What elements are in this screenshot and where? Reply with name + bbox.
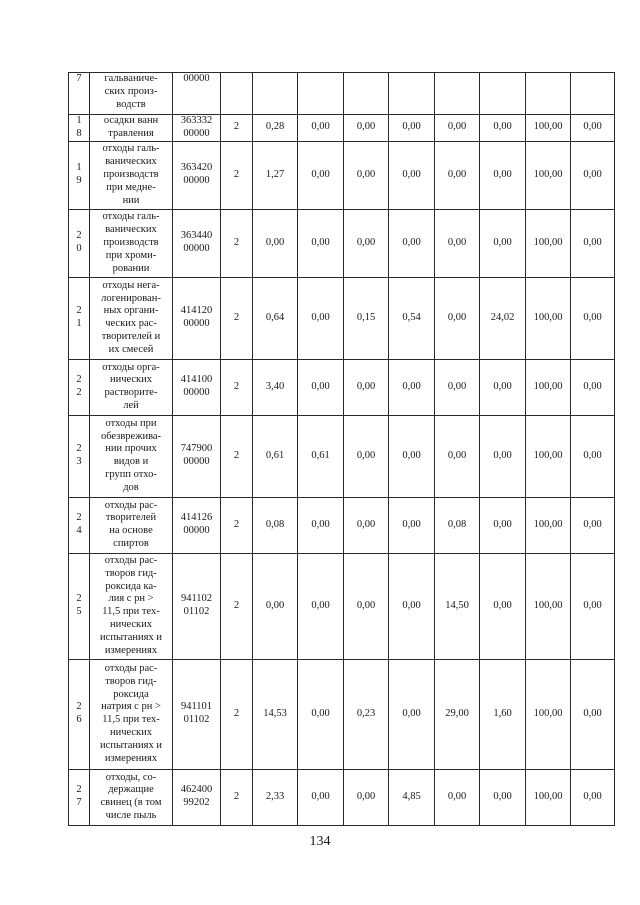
value-cell: 100,00 bbox=[526, 659, 571, 769]
value-cell bbox=[480, 73, 526, 115]
row-number-cell: 7 bbox=[69, 73, 90, 115]
waste-name-cell: отходы рас- творов гид- роксида ка- лия с рн > 11,5 при тех- нических испытаниях и измерениях bbox=[90, 553, 173, 659]
value-cell: 100,00 bbox=[526, 769, 571, 825]
waste-code-cell: 747900 00000 bbox=[173, 415, 221, 497]
value-cell: 100,00 bbox=[526, 553, 571, 659]
waste-name-cell: отходы орга- нических растворите- лей bbox=[90, 359, 173, 415]
value-cell bbox=[298, 73, 344, 115]
waste-name-cell: отходы при обезврежива- нии прочих видов и групп отхо- дов bbox=[90, 415, 173, 497]
hazard-class-cell: 2 bbox=[221, 359, 253, 415]
value-cell bbox=[435, 73, 480, 115]
value-cell: 0,00 bbox=[571, 659, 615, 769]
value-cell: 0,23 bbox=[344, 659, 389, 769]
value-cell: 0,00 bbox=[344, 209, 389, 277]
value-cell: 0,00 bbox=[298, 115, 344, 142]
waste-code-cell: 00000 bbox=[173, 73, 221, 115]
value-cell: 0,00 bbox=[298, 497, 344, 553]
value-cell: 3,40 bbox=[253, 359, 298, 415]
value-cell: 0,00 bbox=[480, 769, 526, 825]
value-cell: 0,00 bbox=[480, 115, 526, 142]
value-cell: 0,00 bbox=[298, 659, 344, 769]
row-number-cell: 2 0 bbox=[69, 209, 90, 277]
value-cell: 0,00 bbox=[253, 209, 298, 277]
hazard-class-cell: 2 bbox=[221, 497, 253, 553]
value-cell: 0,28 bbox=[253, 115, 298, 142]
row-number-cell: 2 7 bbox=[69, 769, 90, 825]
value-cell: 0,00 bbox=[344, 359, 389, 415]
waste-name-cell: осадки ванн травления bbox=[90, 115, 173, 142]
value-cell: 100,00 bbox=[526, 497, 571, 553]
waste-name-cell: отходы рас- творителей на основе спиртов bbox=[90, 497, 173, 553]
waste-code-cell: 414126 00000 bbox=[173, 497, 221, 553]
hazard-class-cell: 2 bbox=[221, 415, 253, 497]
value-cell: 0,00 bbox=[389, 209, 435, 277]
row-number-cell: 1 9 bbox=[69, 141, 90, 209]
row-number-cell: 2 4 bbox=[69, 497, 90, 553]
table-body bbox=[69, 73, 615, 826]
waste-name-cell: гальваниче- ских произ- водств bbox=[90, 73, 173, 115]
value-cell: 0,00 bbox=[571, 209, 615, 277]
table-row bbox=[69, 277, 615, 359]
value-cell: 0,00 bbox=[389, 659, 435, 769]
value-cell: 0,00 bbox=[298, 769, 344, 825]
value-cell: 1,60 bbox=[480, 659, 526, 769]
value-cell: 0,00 bbox=[571, 141, 615, 209]
waste-code-cell: 363332 00000 bbox=[173, 115, 221, 142]
value-cell: 0,00 bbox=[298, 209, 344, 277]
hazard-class-cell bbox=[221, 73, 253, 115]
hazard-class-cell: 2 bbox=[221, 115, 253, 142]
value-cell: 0,61 bbox=[298, 415, 344, 497]
value-cell: 0,00 bbox=[571, 553, 615, 659]
value-cell: 0,00 bbox=[389, 415, 435, 497]
hazard-class-cell: 2 bbox=[221, 553, 253, 659]
value-cell: 0,00 bbox=[435, 415, 480, 497]
waste-code-cell: 414120 00000 bbox=[173, 277, 221, 359]
value-cell: 0,00 bbox=[344, 141, 389, 209]
value-cell: 0,00 bbox=[480, 497, 526, 553]
value-cell: 0,00 bbox=[435, 141, 480, 209]
value-cell: 24,02 bbox=[480, 277, 526, 359]
value-cell: 0,15 bbox=[344, 277, 389, 359]
table-row bbox=[69, 141, 615, 209]
table-row bbox=[69, 209, 615, 277]
value-cell: 0,00 bbox=[344, 769, 389, 825]
value-cell: 100,00 bbox=[526, 415, 571, 497]
value-cell: 0,00 bbox=[435, 277, 480, 359]
value-cell: 0,64 bbox=[253, 277, 298, 359]
value-cell: 14,53 bbox=[253, 659, 298, 769]
hazard-class-cell: 2 bbox=[221, 769, 253, 825]
value-cell: 0,00 bbox=[480, 209, 526, 277]
value-cell: 0,08 bbox=[253, 497, 298, 553]
waste-code-cell: 363440 00000 bbox=[173, 209, 221, 277]
row-number-cell: 2 1 bbox=[69, 277, 90, 359]
hazard-class-cell: 2 bbox=[221, 277, 253, 359]
waste-table bbox=[68, 72, 615, 826]
table-row bbox=[69, 415, 615, 497]
value-cell: 0,00 bbox=[435, 769, 480, 825]
waste-code-cell: 941102 01102 bbox=[173, 553, 221, 659]
value-cell: 0,00 bbox=[480, 553, 526, 659]
hazard-class-cell: 2 bbox=[221, 141, 253, 209]
value-cell: 0,00 bbox=[389, 497, 435, 553]
value-cell: 0,00 bbox=[389, 553, 435, 659]
value-cell: 0,00 bbox=[298, 553, 344, 659]
value-cell: 0,61 bbox=[253, 415, 298, 497]
value-cell: 0,00 bbox=[571, 115, 615, 142]
value-cell bbox=[389, 73, 435, 115]
value-cell: 0,00 bbox=[435, 209, 480, 277]
waste-code-cell: 414100 00000 bbox=[173, 359, 221, 415]
value-cell: 0,00 bbox=[571, 277, 615, 359]
value-cell: 0,54 bbox=[389, 277, 435, 359]
waste-name-cell: отходы рас- творов гид- роксида натрия с рн > 11,5 при тех- нических испытаниях и измерениях bbox=[90, 659, 173, 769]
hazard-class-cell: 2 bbox=[221, 209, 253, 277]
waste-code-cell: 363420 00000 bbox=[173, 141, 221, 209]
value-cell: 29,00 bbox=[435, 659, 480, 769]
value-cell: 1,27 bbox=[253, 141, 298, 209]
value-cell: 0,00 bbox=[389, 359, 435, 415]
hazard-class-cell: 2 bbox=[221, 659, 253, 769]
table-row bbox=[69, 359, 615, 415]
table-row bbox=[69, 769, 615, 825]
row-number-cell: 2 6 bbox=[69, 659, 90, 769]
table-row bbox=[69, 73, 615, 115]
table-row bbox=[69, 659, 615, 769]
value-cell: 0,00 bbox=[480, 415, 526, 497]
value-cell: 0,00 bbox=[435, 115, 480, 142]
value-cell: 0,00 bbox=[571, 415, 615, 497]
table-row bbox=[69, 497, 615, 553]
value-cell: 100,00 bbox=[526, 209, 571, 277]
value-cell: 100,00 bbox=[526, 115, 571, 142]
value-cell: 0,00 bbox=[571, 769, 615, 825]
table-row bbox=[69, 553, 615, 659]
value-cell bbox=[344, 73, 389, 115]
table-row bbox=[69, 115, 615, 142]
page-number: 134 bbox=[309, 834, 331, 849]
waste-name-cell: отходы нега- логенирован- ных органи- ческих рас- творителей и их смесей bbox=[90, 277, 173, 359]
value-cell: 100,00 bbox=[526, 359, 571, 415]
value-cell: 0,00 bbox=[298, 277, 344, 359]
waste-name-cell: отходы, со- держащие свинец (в том числе пыль bbox=[90, 769, 173, 825]
row-number-cell: 2 2 bbox=[69, 359, 90, 415]
value-cell: 2,33 bbox=[253, 769, 298, 825]
value-cell: 0,00 bbox=[344, 415, 389, 497]
value-cell: 0,00 bbox=[389, 115, 435, 142]
value-cell: 0,00 bbox=[298, 359, 344, 415]
value-cell: 0,00 bbox=[298, 141, 344, 209]
value-cell bbox=[571, 73, 615, 115]
value-cell: 0,00 bbox=[435, 359, 480, 415]
waste-name-cell: отходы галь- ванических производств при хроми- ровании bbox=[90, 209, 173, 277]
value-cell bbox=[253, 73, 298, 115]
value-cell: 4,85 bbox=[389, 769, 435, 825]
value-cell: 0,08 bbox=[435, 497, 480, 553]
row-number-cell: 2 5 bbox=[69, 553, 90, 659]
waste-name-cell: отходы галь- ванических производств при медне- нии bbox=[90, 141, 173, 209]
value-cell: 0,00 bbox=[571, 359, 615, 415]
value-cell: 0,00 bbox=[571, 497, 615, 553]
value-cell: 0,00 bbox=[253, 553, 298, 659]
value-cell: 0,00 bbox=[344, 553, 389, 659]
value-cell: 100,00 bbox=[526, 141, 571, 209]
value-cell bbox=[526, 73, 571, 115]
value-cell: 0,00 bbox=[480, 141, 526, 209]
value-cell: 0,00 bbox=[344, 497, 389, 553]
value-cell: 100,00 bbox=[526, 277, 571, 359]
value-cell: 14,50 bbox=[435, 553, 480, 659]
value-cell: 0,00 bbox=[389, 141, 435, 209]
row-number-cell: 1 8 bbox=[69, 115, 90, 142]
waste-code-cell: 941101 01102 bbox=[173, 659, 221, 769]
value-cell: 0,00 bbox=[480, 359, 526, 415]
waste-code-cell: 462400 99202 bbox=[173, 769, 221, 825]
row-number-cell: 2 3 bbox=[69, 415, 90, 497]
value-cell: 0,00 bbox=[344, 115, 389, 142]
